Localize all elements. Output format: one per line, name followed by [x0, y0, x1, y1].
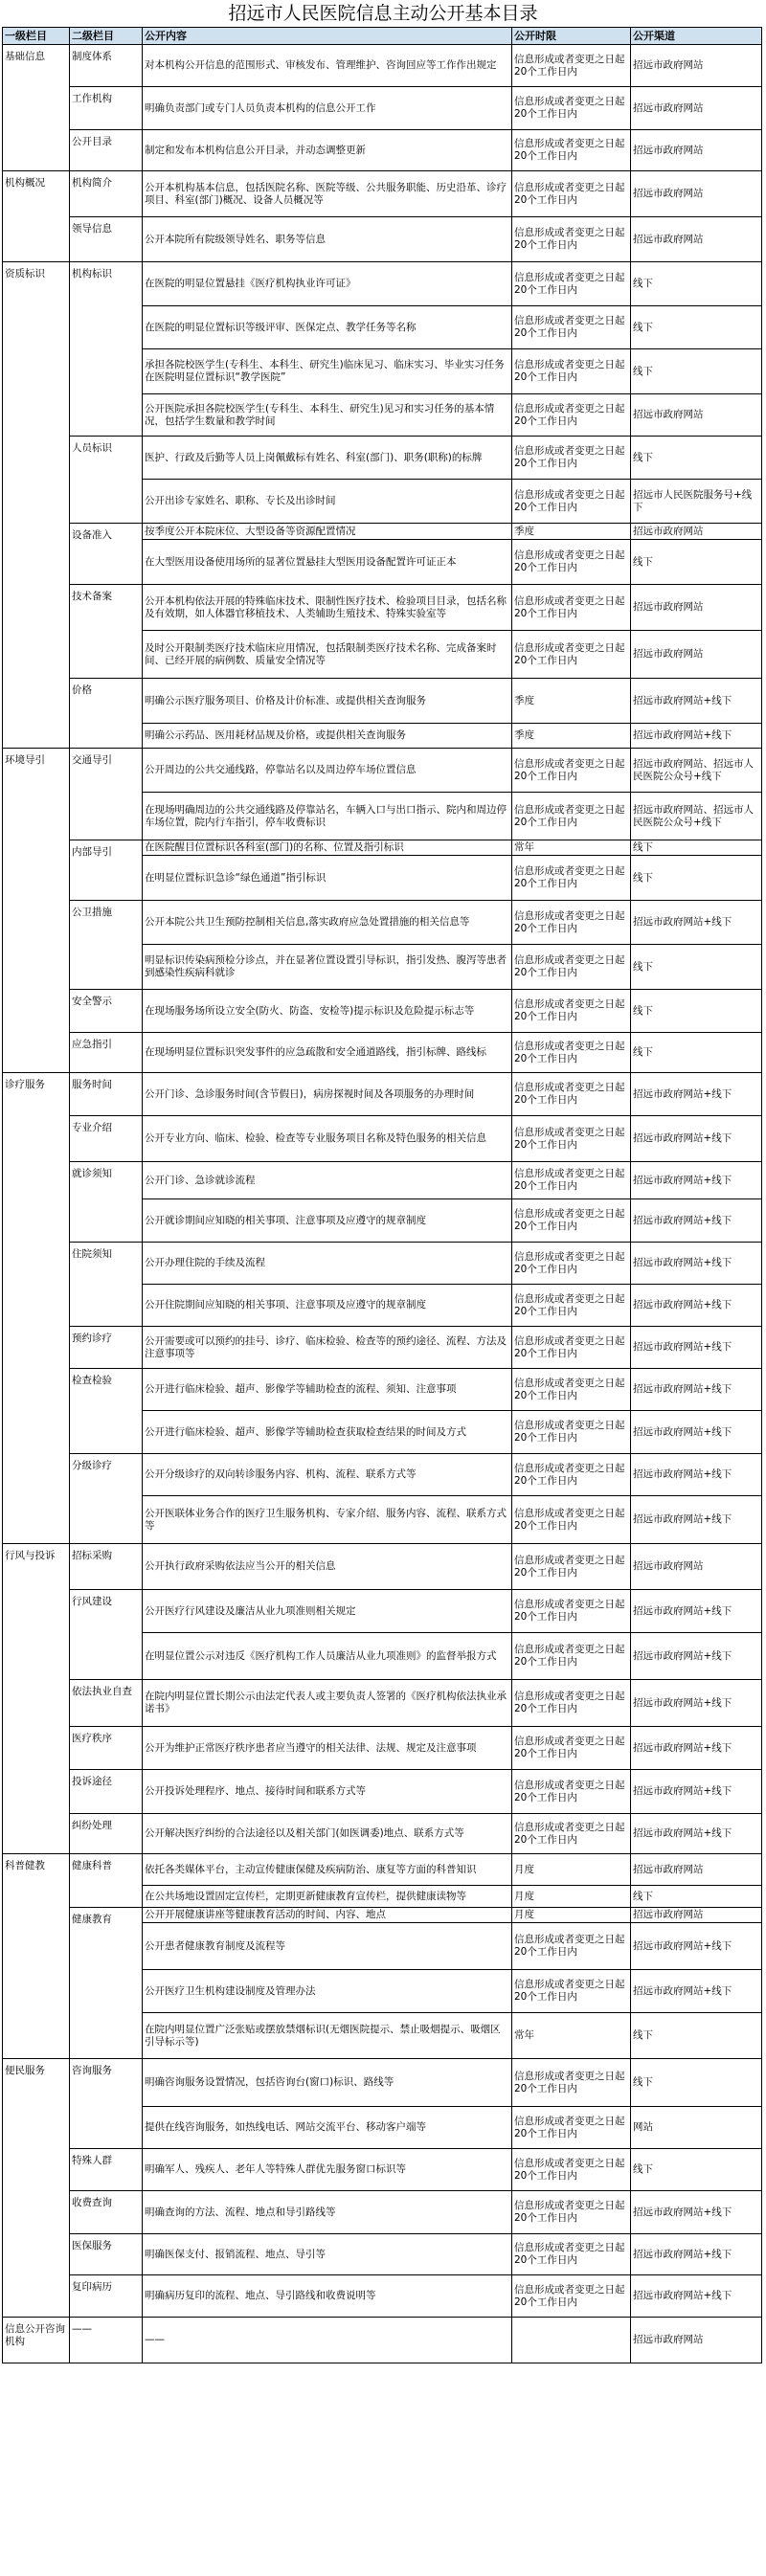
content-cell: 公开门诊、急诊服务时间(含节假日)，病房探视时间及各项服务的办理时间 [143, 1073, 512, 1116]
level2-cell: 医疗秩序 [70, 1727, 143, 1770]
table-row [3, 1033, 762, 1073]
content-cell: 公开办理住院的手续及流程 [143, 1243, 512, 1285]
content-cell: 明确咨询服务设置情况，包括咨询台(窗口)标识、路线等 [143, 2059, 512, 2107]
time-limit-cell: 信息形成或者变更之日起20个工作日内 [512, 1033, 631, 1073]
channel-cell: 线下 [631, 349, 762, 394]
channel-cell: 招远市政府网站+线下 [631, 1727, 762, 1770]
content-cell: 医护、行政及后勤等人员上岗佩戴标有姓名、科室(部门)、职务(职称)的标牌 [143, 437, 512, 480]
content-cell: 公开进行临床检验、超声、影像学等辅助检查的流程、须知、注意事项 [143, 1369, 512, 1411]
content-cell: 公开分级诊疗的双向转诊服务内容、机构、流程、联系方式等 [143, 1454, 512, 1496]
table-row [3, 1162, 762, 1199]
table-row [3, 1908, 762, 1923]
content-cell: 在现场明确周边的公共交通线路及停靠站名，车辆入口与出口指示、院内和周边停车场位置，院内行车指引，停车收费标识 [143, 793, 512, 840]
content-cell: 制定和发布本机构信息公开目录，并动态调整更新 [143, 130, 512, 171]
channel-cell: 线下 [631, 856, 762, 901]
level2-cell: 行风建设 [70, 1590, 143, 1680]
channel-cell: 招远市政府网站+线下 [631, 1327, 762, 1369]
channel-cell: 招远市政府网站 [631, 631, 762, 679]
level1-cell: 资质标识 [3, 262, 70, 749]
channel-cell: 招远市政府网站 [631, 171, 762, 217]
content-cell: 公开投诉处理程序、地点、接待时间和联系方式等 [143, 1770, 512, 1814]
channel-cell: 招远市人民医院服务号+线下 [631, 480, 762, 524]
table-row [3, 1369, 762, 1411]
time-limit-cell: 信息形成或者变更之日起20个工作日内 [512, 1590, 631, 1633]
content-cell: 在大型医用设备使用场所的显著位置悬挂大型医用设备配置许可证正本 [143, 540, 512, 585]
channel-cell: 招远市政府网站+线下 [631, 1243, 762, 1285]
channel-cell: 招远市政府网站+线下 [631, 1590, 762, 1633]
level2-cell: 收费查询 [70, 2191, 143, 2234]
content-cell: 在医院的明显位置悬挂《医疗机构执业许可证》 [143, 262, 512, 306]
content-cell: 承担各院校医学生(专科生、本科生、研究生)临床见习、临床实习、毕业实习任务在医院明显位置标识“教学医院” [143, 349, 512, 394]
table-row [3, 87, 762, 130]
table-row [3, 2059, 762, 2107]
table-row [3, 1073, 762, 1116]
channel-cell: 线下 [631, 262, 762, 306]
table-row [3, 2234, 762, 2275]
time-limit-cell: 信息形成或者变更之日起20个工作日内 [512, 1496, 631, 1544]
level1-cell: 便民服务 [3, 2059, 70, 2318]
channel-cell: 招远市政府网站+线下 [631, 1073, 762, 1116]
channel-cell: 招远市政府网站+线下 [631, 679, 762, 724]
content-cell: 明确查询的方法、流程、地点和导引路线等 [143, 2191, 512, 2234]
channel-cell: 线下 [631, 945, 762, 990]
channel-cell: 招远市政府网站+线下 [631, 1116, 762, 1162]
level2-cell: 依法执业自查 [70, 1680, 143, 1727]
level2-cell: 机构标识 [70, 262, 143, 437]
channel-cell: 线下 [631, 2059, 762, 2107]
time-limit-cell: 信息形成或者变更之日起20个工作日内 [512, 2149, 631, 2191]
level2-cell: 机构简介 [70, 171, 143, 217]
content-cell: 在明显位置标识急诊“绿色通道”指引标识 [143, 856, 512, 901]
table-row [3, 840, 762, 856]
level1-cell: 诊疗服务 [3, 1073, 70, 1544]
time-limit-cell: 信息形成或者变更之日起20个工作日内 [512, 1369, 631, 1411]
table-row [3, 1854, 762, 1886]
table-row [3, 262, 762, 306]
level2-cell: 健康科普 [70, 1854, 143, 1908]
content-cell: 明确军人、残疾人、老年人等特殊人群优先服务窗口标识等 [143, 2149, 512, 2191]
table-row [3, 217, 762, 262]
time-limit-cell: 信息形成或者变更之日起20个工作日内 [512, 1680, 631, 1727]
channel-cell: 线下 [631, 2013, 762, 2059]
content-cell: 公开住院期间应知晓的相关事项、注意事项及应遵守的规章制度 [143, 1285, 512, 1327]
level2-cell: 技术备案 [70, 585, 143, 679]
time-limit-cell: 信息形成或者变更之日起20个工作日内 [512, 1199, 631, 1243]
channel-cell: 招远市政府网站+线下 [631, 1923, 762, 1970]
time-limit-cell: 信息形成或者变更之日起20个工作日内 [512, 87, 631, 130]
channel-cell: 招远市政府网站、招远市人民医院公众号+线下 [631, 793, 762, 840]
channel-cell: 招远市政府网站+线下 [631, 1633, 762, 1680]
content-cell: 明确公示医疗服务项目、价格及计价标准、或提供相关查询服务 [143, 679, 512, 724]
time-limit-cell: 信息形成或者变更之日起20个工作日内 [512, 990, 631, 1033]
content-cell: 在院内明显位置长期公示由法定代表人或主要负责人签署的《医疗机构依法执业承诺书》 [143, 1680, 512, 1727]
time-limit-cell: 信息形成或者变更之日起20个工作日内 [512, 217, 631, 262]
header-time-limit: 公开时限 [512, 28, 631, 45]
channel-cell: 招远市政府网站 [631, 1908, 762, 1923]
time-limit-cell: 信息形成或者变更之日起20个工作日内 [512, 856, 631, 901]
level2-cell: 服务时间 [70, 1073, 143, 1116]
channel-cell: 线下 [631, 2149, 762, 2191]
content-cell: 在明显位置公示对违反《医疗机构工作人员廉洁从业九项准则》的监督举报方式 [143, 1633, 512, 1680]
time-limit-cell: 信息形成或者变更之日起20个工作日内 [512, 1243, 631, 1285]
page-title: 招远市人民医院信息主动公开基本目录 [228, 3, 538, 24]
level2-cell: 内部导引 [70, 840, 143, 901]
level1-cell: 基础信息 [3, 45, 70, 171]
time-limit-cell: 信息形成或者变更之日起20个工作日内 [512, 1285, 631, 1327]
level2-cell: 预约诊疗 [70, 1327, 143, 1369]
content-cell: 按季度公开本院床位、大型设备等资源配置情况 [143, 524, 512, 540]
content-cell: 明确负责部门或专门人员负责本机构的信息公开工作 [143, 87, 512, 130]
channel-cell: 招远市政府网站+线下 [631, 1285, 762, 1327]
table-row [3, 2149, 762, 2191]
channel-cell: 线下 [631, 1033, 762, 1073]
content-cell: 公开解决医疗纠纷的合法途径以及相关部门(如医调委)地点、联系方式等 [143, 1814, 512, 1854]
channel-cell: 招远市政府网站+线下 [631, 1369, 762, 1411]
time-limit-cell: 信息形成或者变更之日起20个工作日内 [512, 171, 631, 217]
table-row [3, 1116, 762, 1162]
time-limit-cell: 信息形成或者变更之日起20个工作日内 [512, 2234, 631, 2275]
time-limit-cell: 常年 [512, 840, 631, 856]
time-limit-cell: 信息形成或者变更之日起20个工作日内 [512, 1162, 631, 1199]
time-limit-cell: 信息形成或者变更之日起20个工作日内 [512, 749, 631, 793]
table-row [3, 1454, 762, 1496]
time-limit-cell: 信息形成或者变更之日起20个工作日内 [512, 1411, 631, 1454]
table-body [3, 45, 762, 2363]
content-cell: 公开本院公共卫生预防控制相关信息,落实政府应急处置措施的相关信息等 [143, 901, 512, 945]
channel-cell: 招远市政府网站+线下 [631, 2234, 762, 2275]
channel-cell: 线下 [631, 306, 762, 349]
content-cell: 公开患者健康教育制度及流程等 [143, 1923, 512, 1970]
time-limit-cell: 信息形成或者变更之日起20个工作日内 [512, 1327, 631, 1369]
channel-cell: 线下 [631, 990, 762, 1033]
time-limit-cell: 信息形成或者变更之日起20个工作日内 [512, 1923, 631, 1970]
time-limit-cell: 季度 [512, 724, 631, 749]
time-limit-cell: 信息形成或者变更之日起20个工作日内 [512, 45, 631, 87]
channel-cell: 招远市政府网站+线下 [631, 1770, 762, 1814]
time-limit-cell: 季度 [512, 679, 631, 724]
channel-cell: 招远市政府网站 [631, 130, 762, 171]
level2-cell: 交通导引 [70, 749, 143, 840]
channel-cell: 招远市政府网站 [631, 1854, 762, 1886]
header-channel: 公开渠道 [631, 28, 762, 45]
time-limit-cell: 信息形成或者变更之日起20个工作日内 [512, 480, 631, 524]
content-cell: 明确公示药品、医用耗材品规及价格，或提供相关查询服务 [143, 724, 512, 749]
level2-cell: 公卫措施 [70, 901, 143, 990]
time-limit-cell: 信息形成或者变更之日起20个工作日内 [512, 130, 631, 171]
time-limit-cell [512, 2318, 631, 2363]
time-limit-cell: 信息形成或者变更之日起20个工作日内 [512, 793, 631, 840]
time-limit-cell: 信息形成或者变更之日起20个工作日内 [512, 1544, 631, 1590]
content-cell: 公开医疗行风建设及廉洁从业九项准则相关规定 [143, 1590, 512, 1633]
level2-cell: 招标采购 [70, 1544, 143, 1590]
content-cell: 公开专业方向、临床、检验、检查等专业服务项目名称及特色服务的相关信息 [143, 1116, 512, 1162]
level2-cell: 安全警示 [70, 990, 143, 1033]
table-row [3, 1680, 762, 1727]
time-limit-cell: 信息形成或者变更之日起20个工作日内 [512, 1633, 631, 1680]
time-limit-cell: 信息形成或者变更之日起20个工作日内 [512, 306, 631, 349]
table-row [3, 1327, 762, 1369]
level2-cell: 人员标识 [70, 437, 143, 524]
time-limit-cell: 信息形成或者变更之日起20个工作日内 [512, 1073, 631, 1116]
channel-cell: 招远市政府网站、招远市人民医院公众号+线下 [631, 749, 762, 793]
table-row [3, 901, 762, 945]
table-row [3, 1544, 762, 1590]
channel-cell: 招远市政府网站 [631, 45, 762, 87]
content-cell: 公开开展健康讲座等健康教育活动的时间、内容、地点 [143, 1908, 512, 1923]
content-cell: 公开进行临床检验、超声、影像学等辅助检查获取检查结果的时间及方式 [143, 1411, 512, 1454]
time-limit-cell: 信息形成或者变更之日起20个工作日内 [512, 1770, 631, 1814]
table-row [3, 1243, 762, 1285]
table-row [3, 45, 762, 87]
time-limit-cell: 常年 [512, 2013, 631, 2059]
content-cell: 公开医院承担各院校医学生(专科生、本科生、研究生)见习和实习任务的基本情况，包括学生数量和教学时间 [143, 394, 512, 437]
level2-cell: 特殊人群 [70, 2149, 143, 2191]
header-content: 公开内容 [143, 28, 512, 45]
content-cell: 公开本机构基本信息，包括医院名称、医院等级、公共服务职能、历史沿革、诊疗项目、科室(部门)概况、设备人员概况等 [143, 171, 512, 217]
level2-cell: 专业介绍 [70, 1116, 143, 1162]
content-cell: 在院内明显位置广泛张贴或摆放禁烟标识(无烟医院提示、禁止吸烟提示、吸烟区引导标示等) [143, 2013, 512, 2059]
time-limit-cell: 信息形成或者变更之日起20个工作日内 [512, 394, 631, 437]
channel-cell: 招远市政府网站+线下 [631, 1970, 762, 2013]
table-row [3, 524, 762, 540]
level2-cell: 纠纷处理 [70, 1814, 143, 1854]
table-row [3, 130, 762, 171]
time-limit-cell: 信息形成或者变更之日起20个工作日内 [512, 1727, 631, 1770]
content-cell: 在公共场地设置固定宣传栏，定期更新健康教育宣传栏，提供健康读物等 [143, 1886, 512, 1908]
channel-cell: 招远市政府网站+线下 [631, 724, 762, 749]
channel-cell: 招远市政府网站 [631, 217, 762, 262]
level1-cell: 信息公开咨询机构 [3, 2318, 70, 2363]
channel-cell: 线下 [631, 540, 762, 585]
content-cell: 在现场明显位置标识突发事件的应急疏散和安全通道路线，指引标牌、路线标 [143, 1033, 512, 1073]
table-header-row [3, 28, 762, 45]
time-limit-cell: 信息形成或者变更之日起20个工作日内 [512, 2191, 631, 2234]
level2-cell: 住院须知 [70, 1243, 143, 1327]
level2-cell: —— [70, 2318, 143, 2363]
channel-cell: 招远市政府网站 [631, 1544, 762, 1590]
content-cell: 公开需要或可以预约的挂号、诊疗、临床检验、检查等的预约途径、流程、方法及注意事项等 [143, 1327, 512, 1369]
channel-cell: 招远市政府网站+线下 [631, 2275, 762, 2318]
time-limit-cell: 信息形成或者变更之日起20个工作日内 [512, 437, 631, 480]
channel-cell: 招远市政府网站+线下 [631, 1496, 762, 1544]
level2-cell: 领导信息 [70, 217, 143, 262]
content-cell: 公开医疗卫生机构建设制度及管理办法 [143, 1970, 512, 2013]
table-row [3, 990, 762, 1033]
level2-cell: 价格 [70, 679, 143, 749]
content-cell: 明显标识传染病预检分诊点，并在显著位置设置引导标识，指引发热、腹泻等患者到感染性疾病科就诊 [143, 945, 512, 990]
level2-cell: 工作机构 [70, 87, 143, 130]
level2-cell: 就诊须知 [70, 1162, 143, 1243]
time-limit-cell: 月度 [512, 1886, 631, 1908]
level2-cell: 复印病历 [70, 2275, 143, 2318]
content-cell: 公开周边的公共交通线路，停靠站名以及周边停车场位置信息 [143, 749, 512, 793]
header-level1: 一级栏目 [3, 28, 70, 45]
time-limit-cell: 信息形成或者变更之日起20个工作日内 [512, 585, 631, 631]
channel-cell: 招远市政府网站 [631, 2318, 762, 2363]
level2-cell: 分级诊疗 [70, 1454, 143, 1544]
time-limit-cell: 信息形成或者变更之日起20个工作日内 [512, 901, 631, 945]
channel-cell: 线下 [631, 1886, 762, 1908]
content-cell: 提供在线咨询服务，如热线电话、网站交流平台、移动客户端等 [143, 2107, 512, 2149]
level2-cell: 应急指引 [70, 1033, 143, 1073]
time-limit-cell: 信息形成或者变更之日起20个工作日内 [512, 1970, 631, 2013]
level1-cell: 机构概况 [3, 171, 70, 262]
table-row [3, 1590, 762, 1633]
level2-cell: 健康教育 [70, 1908, 143, 2059]
table-row [3, 1770, 762, 1814]
level2-cell: 医保服务 [70, 2234, 143, 2275]
channel-cell: 招远市政府网站+线下 [631, 1199, 762, 1243]
time-limit-cell: 月度 [512, 1854, 631, 1886]
time-limit-cell: 信息形成或者变更之日起20个工作日内 [512, 2059, 631, 2107]
time-limit-cell: 信息形成或者变更之日起20个工作日内 [512, 2107, 631, 2149]
channel-cell: 招远市政府网站 [631, 87, 762, 130]
content-cell: 公开本院所有院级领导姓名、职务等信息 [143, 217, 512, 262]
channel-cell: 网站 [631, 2107, 762, 2149]
time-limit-cell: 信息形成或者变更之日起20个工作日内 [512, 262, 631, 306]
content-cell: 公开本机构依法开展的特殊临床技术、限制性医疗技术、检验项目目录，包括名称及有效期，如人体器官移植技术、人类辅助生殖技术、特殊实验室等 [143, 585, 512, 631]
content-cell: 公开门诊、急诊就诊流程 [143, 1162, 512, 1199]
header-level2: 二级栏目 [70, 28, 143, 45]
channel-cell: 线下 [631, 437, 762, 480]
channel-cell: 招远市政府网站 [631, 394, 762, 437]
table-row [3, 171, 762, 217]
time-limit-cell: 月度 [512, 1908, 631, 1923]
content-cell: 公开出诊专家姓名、职称、专长及出诊时间 [143, 480, 512, 524]
channel-cell: 招远市政府网站+线下 [631, 1411, 762, 1454]
level2-cell: 制度体系 [70, 45, 143, 87]
content-cell: 公开为维护正常医疗秩序患者应当遵守的相关法律、法规、规定及注意事项 [143, 1727, 512, 1770]
table-row [3, 2275, 762, 2318]
content-cell: 在医院的明显位置标识等级评审、医保定点、教学任务等名称 [143, 306, 512, 349]
content-cell: 在医院醒目位置标识各科室(部门)的名称、位置及指引标识 [143, 840, 512, 856]
content-cell: 依托各类媒体平台，主动宣传健康保健及疾病防治、康复等方面的科普知识 [143, 1854, 512, 1886]
table-row [3, 1727, 762, 1770]
channel-cell: 招远市政府网站+线下 [631, 1680, 762, 1727]
level2-cell: 公开目录 [70, 130, 143, 171]
channel-cell: 招远市政府网站+线下 [631, 1814, 762, 1854]
channel-cell: 招远市政府网站 [631, 524, 762, 540]
level1-cell: 行风与投诉 [3, 1544, 70, 1854]
channel-cell: 招远市政府网站+线下 [631, 901, 762, 945]
channel-cell: 招远市政府网站 [631, 585, 762, 631]
time-limit-cell: 信息形成或者变更之日起20个工作日内 [512, 631, 631, 679]
time-limit-cell: 信息形成或者变更之日起20个工作日内 [512, 1454, 631, 1496]
channel-cell: 线下 [631, 840, 762, 856]
time-limit-cell: 信息形成或者变更之日起20个工作日内 [512, 1814, 631, 1854]
level1-cell: 科普健教 [3, 1854, 70, 2059]
table-row [3, 585, 762, 631]
time-limit-cell: 信息形成或者变更之日起20个工作日内 [512, 2275, 631, 2318]
time-limit-cell: 信息形成或者变更之日起20个工作日内 [512, 540, 631, 585]
table-row [3, 749, 762, 793]
content-cell: 在现场服务场所设立安全(防火、防盗、安检等)提示标识及危险提示标志等 [143, 990, 512, 1033]
content-cell: 明确医保支付、报销流程、地点、导引等 [143, 2234, 512, 2275]
channel-cell: 招远市政府网站+线下 [631, 1162, 762, 1199]
content-cell: 对本机构公开信息的范围形式、审核发布、管理维护、咨询回应等工作作出规定 [143, 45, 512, 87]
time-limit-cell: 季度 [512, 524, 631, 540]
level1-cell: 环境导引 [3, 749, 70, 1073]
catalog-table [2, 27, 762, 2363]
table-row [3, 679, 762, 724]
content-cell: 及时公开限制类医疗技术临床应用情况，包括限制类医疗技术名称、完成备案时间、已经开展的病例数、质量安全情况等 [143, 631, 512, 679]
channel-cell: 招远市政府网站+线下 [631, 1454, 762, 1496]
content-cell: 公开医联体业务合作的医疗卫生服务机构、专家介绍、服务内容、流程、联系方式等 [143, 1496, 512, 1544]
table-row [3, 2318, 762, 2363]
time-limit-cell: 信息形成或者变更之日起20个工作日内 [512, 349, 631, 394]
level2-cell: 设备准入 [70, 524, 143, 585]
table-row [3, 1814, 762, 1854]
time-limit-cell: 信息形成或者变更之日起20个工作日内 [512, 945, 631, 990]
table-row [3, 2191, 762, 2234]
content-cell: 公开就诊期间应知晓的相关事项、注意事项及应遵守的规章制度 [143, 1199, 512, 1243]
content-cell: 公开执行政府采购依法应当公开的相关信息 [143, 1544, 512, 1590]
table-row [3, 437, 762, 480]
time-limit-cell: 信息形成或者变更之日起20个工作日内 [512, 1116, 631, 1162]
level2-cell: 咨询服务 [70, 2059, 143, 2149]
channel-cell: 招远市政府网站+线下 [631, 2191, 762, 2234]
level2-cell: 检查检验 [70, 1369, 143, 1454]
level2-cell: 投诉途径 [70, 1770, 143, 1814]
content-cell: —— [143, 2318, 512, 2363]
content-cell: 明确病历复印的流程、地点、导引路线和收费说明等 [143, 2275, 512, 2318]
